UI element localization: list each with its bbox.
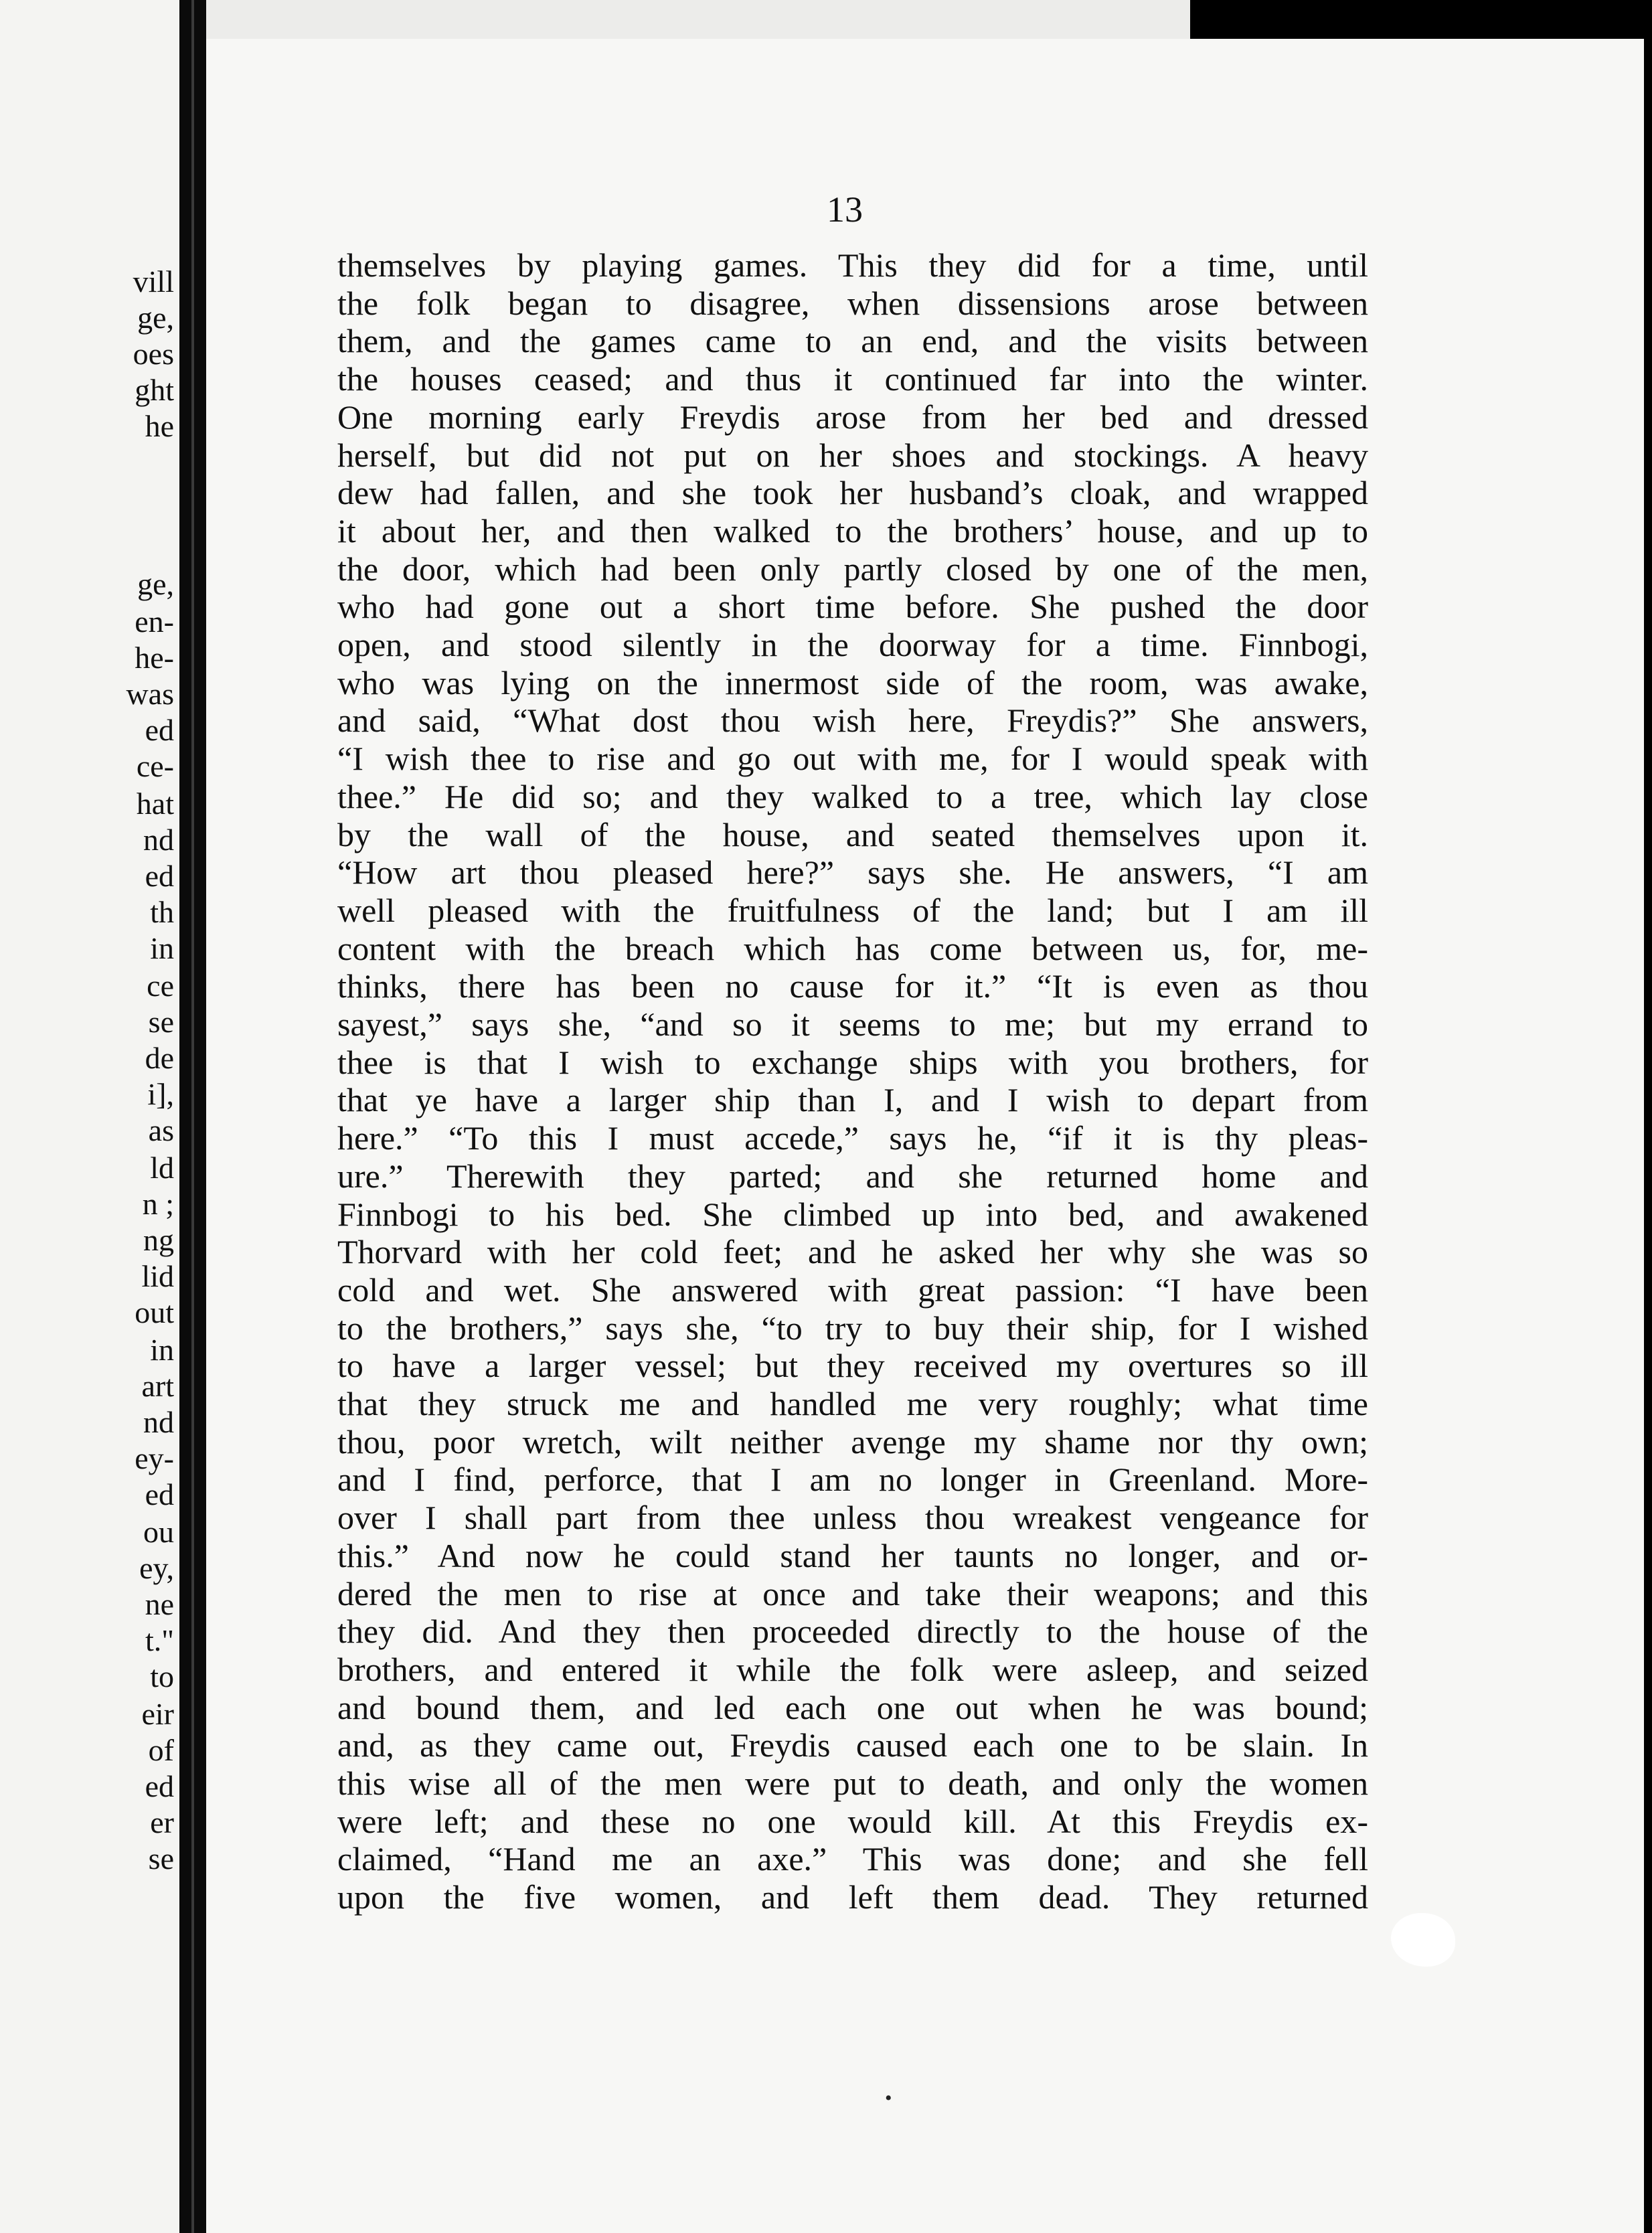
previous-page-fragment: se [148,1841,174,1876]
text-line: thee is that I wish to exchange ships with you brothers, for [337,1044,1368,1081]
previous-page-fragment: ce- [136,749,174,783]
text-line: upon the five women, and left them dead. They returned [337,1878,1368,1916]
previous-page-fragment: lid [141,1259,174,1293]
text-line: brothers, and entered it while the folk were asleep, and seized [337,1651,1368,1688]
text-line: and I find, perforce, that I am no longer in Greenland. More- [337,1461,1368,1498]
previous-page-fragment: ed [145,859,174,893]
text-line: thee.” He did so; and they walked to a tree, which lay close [337,778,1368,815]
text-line: that they struck me and handled me very roughly; what time [337,1385,1368,1422]
previous-page-fragment: th [150,895,174,929]
previous-page-fragment: hat [136,787,174,821]
text-line: sayest,” says she, “and so it seems to me; but my errand to [337,1005,1368,1043]
text-line: well pleased with the fruitfulness of the land; but I am ill [337,892,1368,929]
previous-page-fragment: ne [145,1587,174,1621]
paper-blot-mark [1391,1913,1455,1967]
text-line: “I wish thee to rise and go out with me, for I would speak with [337,740,1368,777]
previous-page-fragment: of [148,1733,174,1767]
previous-page-fragment: art [141,1369,174,1403]
text-line: open, and stood silently in the doorway for a time. Finnbogi, [337,626,1368,663]
previous-page-fragment: ge, [137,301,174,335]
previous-page-fragment: was [126,677,174,711]
text-line: they did. And they then proceeded directly to the house of the [337,1612,1368,1650]
previous-page-fragment: nd [143,1405,174,1439]
text-line: this.” And now he could stand her taunts no longer, and or- [337,1537,1368,1574]
text-line: thinks, there has been no cause for it.” “It is even as thou [337,967,1368,1005]
previous-page-fragment: eir [141,1697,174,1731]
text-line: who had gone out a short time before. She pushed the door [337,588,1368,625]
text-line: thou, poor wretch, wilt neither avenge my shame nor thy own; [337,1423,1368,1461]
previous-page-fragment: ed [145,1477,174,1511]
previous-page-fragment: ce [147,969,174,1003]
text-line: cold and wet. She answered with great passion: “I have been [337,1271,1368,1309]
previous-page-fragment: ge, [137,567,174,601]
page-body-text [337,246,1368,1933]
previous-page-fragment: ed [145,1769,174,1803]
previous-page-fragment: ght [135,373,174,407]
page-number: 13 [827,189,863,230]
text-line: here.” “To this I must accede,” says he, “if it is thy pleas- [337,1119,1368,1157]
text-line: that ye have a larger ship than I, and I wish to depart from [337,1081,1368,1119]
previous-page-fragment: i], [147,1077,174,1111]
text-line: herself, but did not put on her shoes and stockings. A heavy [337,436,1368,474]
text-line: over I shall part from thee unless thou wreakest vengeance for [337,1499,1368,1536]
previous-page-fragment: se [148,1005,174,1039]
text-line: this wise all of the men were put to death, and only the women [337,1764,1368,1802]
previous-page-fragment: vill [133,264,174,299]
text-line: themselves by playing games. This they did for a time, until [337,246,1368,284]
gutter-fold-line [191,0,194,2233]
previous-page-fragment: as [148,1113,174,1147]
previous-page-fragment: oes [133,337,174,371]
previous-page-fragment: to [150,1659,174,1693]
previous-page-fragment: ou [143,1515,174,1549]
text-line: and said, “What dost thou wish here, Freydis?” She answers, [337,701,1368,739]
previous-page-fragment: n ; [142,1187,174,1221]
previous-page-fragment: ed [145,713,174,747]
previous-page-fragment: de [145,1041,174,1075]
previous-page-fragment: in [150,931,174,965]
text-line: the houses ceased; and thus it continued far into the winter. [337,360,1368,398]
text-line: and bound them, and led each one out when he was bound; [337,1689,1368,1726]
previous-page-fragment: he [145,409,174,443]
text-line: dered the men to rise at once and take their weapons; and this [337,1575,1368,1612]
text-line: dew had fallen, and she took her husband’s cloak, and wrapped [337,474,1368,511]
previous-page-fragment: er [150,1805,174,1839]
text-line: “How art thou pleased here?” says she. He answers, “I am [337,853,1368,891]
footer-mark: • [885,2087,892,2109]
previous-page [0,0,179,2233]
text-line: the door, which had been only partly closed by one of the men, [337,550,1368,588]
text-line: claimed, “Hand me an axe.” This was done; and she fell [337,1840,1368,1878]
text-line: them, and the games came to an end, and the visits between [337,322,1368,359]
text-line: One morning early Freydis arose from her bed and dressed [337,398,1368,436]
text-line: the folk began to disagree, when dissensions arose between [337,284,1368,322]
text-line: content with the breach which has come between us, for, me- [337,930,1368,967]
text-line: to the brothers,” says she, “to try to buy their ship, for I wished [337,1309,1368,1347]
text-line: and, as they came out, Freydis caused each one to be slain. In [337,1726,1368,1764]
previous-page-fragment: he- [135,641,174,675]
text-line: who was lying on the innermost side of the room, was awake, [337,664,1368,701]
text-line: by the wall of the house, and seated themselves upon it. [337,816,1368,853]
previous-page-fragment: t." [145,1623,174,1657]
previous-page-fragment: en- [135,604,174,639]
previous-page-fragment: ng [143,1223,174,1257]
text-line: Thorvard with her cold feet; and he asked her why she was so [337,1233,1368,1270]
previous-page-fragment: ey, [139,1551,174,1585]
text-line: to have a larger vessel; but they received my overtures so ill [337,1347,1368,1384]
previous-page-fragment: nd [143,823,174,857]
text-line: ure.” Therewith they parted; and she returned home and [337,1157,1368,1195]
text-line: were left; and these no one would kill. At this Freydis ex- [337,1803,1368,1840]
previous-page-fragment: out [135,1295,174,1329]
previous-page-fragment: in [150,1333,174,1367]
previous-page-fragment: ld [150,1151,174,1185]
previous-page-fragment: ey- [135,1441,174,1475]
text-line: Finnbogi to his bed. She climbed up into bed, and awakened [337,1195,1368,1233]
text-line: it about her, and then walked to the brothers’ house, and up to [337,512,1368,550]
